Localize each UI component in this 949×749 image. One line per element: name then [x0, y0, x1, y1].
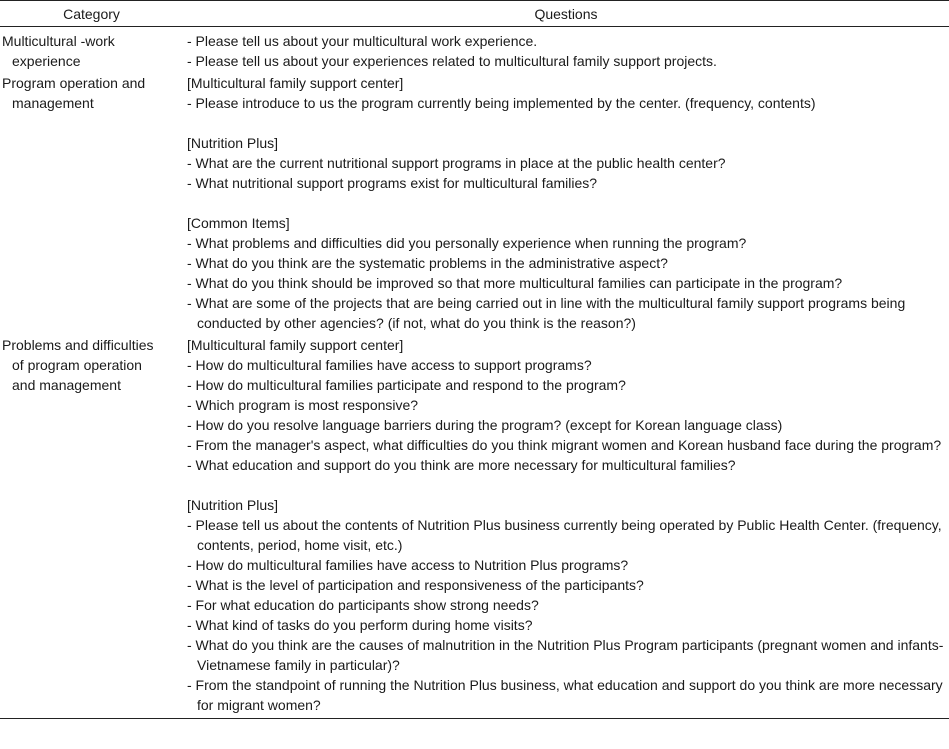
category-cell	[0, 335, 183, 719]
question-item: - Please tell us about the contents of Nutrition Plus business currently being operated by Public Health Center. (frequency, contents, period, home visit, etc.)	[187, 517, 942, 553]
question-item: - What do you think should be improved so that more multicultural families can participate in the program?	[187, 275, 843, 291]
question-item: - How do multicultural families participate and respond to the program?	[187, 377, 626, 393]
question-item: - How do multicultural families have access to support programs?	[187, 357, 592, 373]
question-item: - What problems and difficulties did you personally experience when running the program?	[187, 235, 747, 251]
section-heading: [Common Items]	[187, 215, 290, 231]
question-item: - Please tell us about your multicultural work experience.	[187, 33, 538, 49]
question-item: - What are some of the projects that are being carried out in line with the multicultural family support programs being conducted by other agencies? (if not, what do you think is the reason?)	[187, 295, 906, 331]
category-cell	[0, 73, 183, 335]
section-heading: [Nutrition Plus]	[187, 497, 279, 513]
section-heading: [Multicultural family support center]	[187, 337, 404, 353]
question-item: - From the standpoint of running the Nutrition Plus business, what education and support do you think are more necessary for migrant women?	[187, 677, 943, 713]
category-line: Multicultural -work	[2, 33, 115, 49]
question-item: - How do multicultural families have access to Nutrition Plus programs?	[187, 557, 629, 573]
table-row	[0, 335, 949, 719]
category-line: experience	[12, 53, 81, 69]
question-item: - What do you think are the systematic problems in the administrative aspect?	[187, 255, 668, 271]
header-category: Category	[0, 1, 183, 27]
category-line: of program operation	[12, 357, 142, 373]
category-line: Problems and difficulties	[2, 337, 154, 353]
question-item: - What nutritional support programs exist for multicultural families?	[187, 175, 598, 191]
questions-cell	[183, 73, 949, 335]
question-item: - What kind of tasks do you perform during home visits?	[187, 617, 533, 633]
question-item: - Please tell us about your experiences related to multicultural family support projects.	[187, 53, 717, 69]
category-line: Program operation and	[2, 75, 146, 91]
section-heading: [Multicultural family support center]	[187, 75, 404, 91]
questions-cell	[183, 27, 949, 74]
section-heading: [Nutrition Plus]	[187, 135, 279, 151]
spacer	[187, 475, 945, 495]
question-item: - Which program is most responsive?	[187, 397, 419, 413]
question-item: - What do you think are the causes of malnutrition in the Nutrition Plus Program participants (pregnant women and infants- Vietnamese family in particular)?	[187, 637, 944, 673]
header-questions: Questions	[183, 1, 949, 27]
question-item: - Please introduce to us the program currently being implemented by the center. (frequency, contents)	[187, 95, 816, 111]
question-item: - For what education do participants show strong needs?	[187, 597, 539, 613]
question-item: - What education and support do you think are more necessary for multicultural families?	[187, 457, 736, 473]
question-item: - From the manager's aspect, what difficulties do you think migrant women and Korean husband face during the program?	[187, 437, 942, 453]
category-cell	[0, 27, 183, 74]
spacer	[187, 113, 945, 133]
table-row	[0, 73, 949, 335]
questions-cell	[183, 335, 949, 719]
header-row	[0, 1, 949, 27]
table-row	[0, 27, 949, 74]
category-line: and management	[12, 377, 121, 393]
question-item: - What is the level of participation and responsiveness of the participants?	[187, 577, 644, 593]
spacer	[187, 193, 945, 213]
category-line: management	[12, 95, 94, 111]
question-item: - How do you resolve language barriers during the program? (except for Korean language class)	[187, 417, 783, 433]
question-item: - What are the current nutritional support programs in place at the public health center?	[187, 155, 726, 171]
